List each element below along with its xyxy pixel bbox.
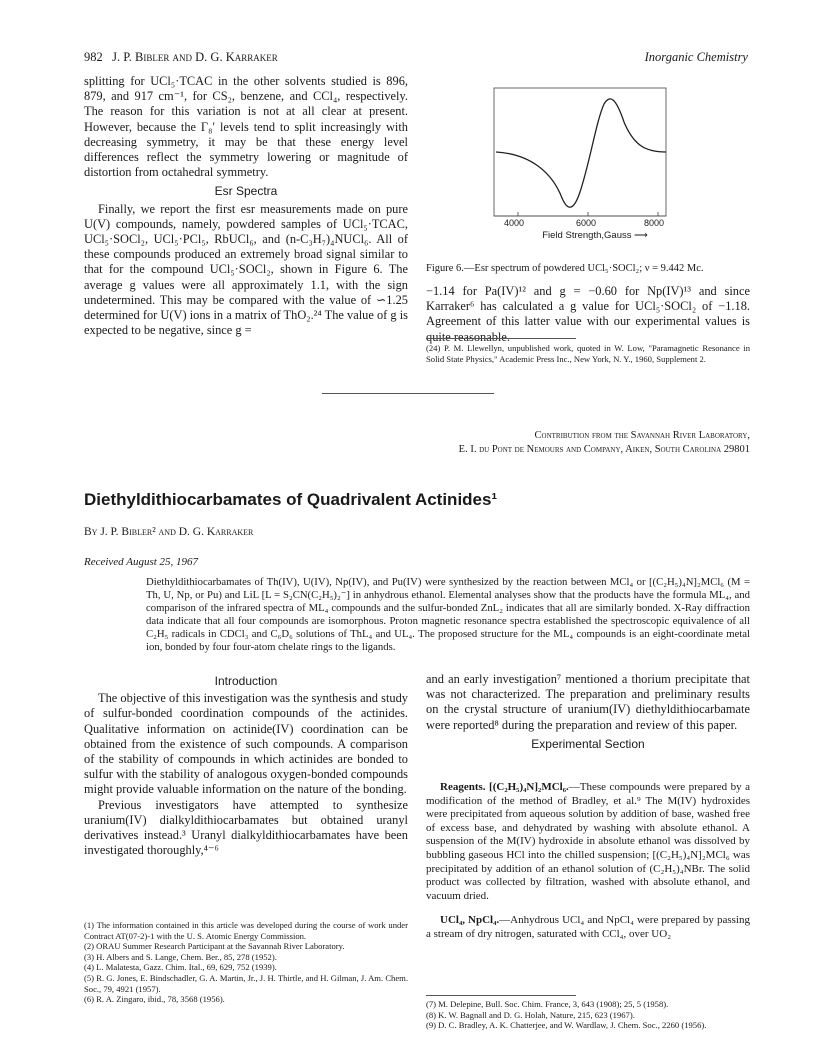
reagents-paragraph [426,781,750,903]
intro-paragraph-2: Previous investigators have attempted to synthesize uranium(IV) dialkyldithiocarbamates but obtained uranyl derivatives instead.³ Uranyl dialkyldithiocarbamates have been investigated thoroughly,⁴⁻⁶ [84,797,408,858]
intro-paragraph-1: The objective of this investigation was the synthesis and study of sulfur-bonded coordination compounds of the actinides. Qualitative information on actinide(IV) coordination can be obtained from the existence of such compounds. A comparison of the stability of compounds in which actinides are bonded to sulfur with the stability of analogous oxygen-bonded compounds might provide valuable information on the nature of the bonding. [84,691,408,797]
plot-frame [494,88,666,216]
right-column [426,672,750,754]
footnote: (3) H. Albers and S. Lange, Chem. Ber., 85, 278 (1952). [84,951,277,962]
footnote: (7) M. Delepine, Bull. Soc. Chim. France, 3, 643 (1908); 25, 5 (1958). [426,999,669,1009]
journal-name: Inorganic Chemistry [644,50,748,64]
reagents-compound: [(C₂H₅)₄N]₂MCl₆. [489,781,569,793]
byline: By J. P. Bibler² and D. G. Karraker [84,526,254,538]
spectrum-curve [496,99,666,207]
footnote: (9) D. C. Bradley, A. K. Chatterjee, and W. Wardlaw, J. Chem. Soc., 2260 (1956). [426,1020,707,1031]
figure-6-caption: Figure 6.—Esr spectrum of powdered UCl₅·SOCl₂; ν = 9.442 Mc. [426,263,704,274]
footnote: (1) The information contained in this article was developed during the course of work under Contract AT(07-2)-1 with the U. S. Atomic Energy Commission. [84,920,408,941]
footnote-24: (24) P. M. Llewellyn, unpublished work, quoted in W. Low, "Paramagnetic Resonance in Solid State Physics," Academic Press Inc., New York, N. Y., 1960, Supplement 2. [426,343,750,364]
prev-paragraph-1: splitting for UCl₅·TCAC in the other solvents studied is 896, 879, and 917 cm⁻¹, for CS₂, benzene, and CCl₄, respectively. The reason for this variation is not at all clear at present. However, because the Γ₈′ levels tend to split increasingly with decreasing symmetry, it may be that these energy level differences reflect the symmetry lowering or magnitude of distortion from octahedral symmetry. [84,74,408,180]
reagents-text: —These compounds were prepared by a modification of the method of Bradley, et al.⁹ The M(IV) hydroxides were precipitated from aqueous solution by addition of base, washed free of excess base, and dehydrated by washing with absolute ethanol. A suspension of the M(IV) hydroxide in absolute ethanol was dissolved by bubbling gaseous HCl into the chilled suspension; [(C₂H₅)₄N]₂MCl₆ was precipitated by addition of an ethanol solution of (C₂H₅)₄NBr. The solid product was collected by filtration, washed with absolute ethanol, and vacuum dried. [426,781,751,902]
footnote: (8) K. W. Bagnall and D. G. Holah, Nature, 215, 623 (1967). [426,1009,635,1020]
affiliation-line-1: Contribution from the Savannah River Laboratory, [534,430,750,441]
article-separator [322,393,494,394]
running-head-authors: J. P. Bibler and D. G. Karraker [112,50,278,64]
article-title: Diethyldithiocarbamates of Quadrivalent Actinides¹ [84,490,498,509]
experimental-heading: Experimental Section [531,736,645,751]
intro-column [84,670,408,858]
experimental-section [426,770,750,953]
affiliation-line-2: E. I. du Pont de Nemours and Company, Aiken, South Carolina 29801 [458,444,750,455]
prev-right-paragraph: −1.14 for Pa(IV)¹² and g = −0.60 for Np(IV)¹³ and since Karraker⁶ has calculated a g value for UCl₅·SOCl₂ of −1.18. Agreement of this latter value with our experimental values is quite reasonable. [426,284,750,344]
footnote: (5) R. G. Jones, E. Bindschadler, G. A. Martin, Jr., J. H. Thirtle, and H. Gilman, J. Am. Chem. Soc., 79, 4921 (1957). [84,972,408,994]
right-paragraph-1: and an early investigation⁷ mentioned a thorium precipitate that was not characterized. The preparation and preliminary results on the crystal structure of uranium(IV) diethyldithiocarbamate were reported⁸ during the preparation and review of this paper. [426,672,750,732]
prev-paragraph-2: Finally, we report the first esr measurements made on pure U(V) compounds, namely, powdered samples of UCl₅·TCAC, UCl₅·SOCl₂, UCl₅·PCl₅, RbUCl₆, and (n-C₃H₇)₄NUCl₆. All of these compounds produced an extremely broad signal similar to that for the compound UCl₅·SOCl₂, shown in Figure 6. The average g values were all approximately 1.1, with the sign undetermined. This may be compared with the value of ∽1.25 determined for U(V) ions in a matrix of ThO₂.²⁴ The value of g is expected to be negative, since g = [84,201,408,338]
ucl4-label: UCl₄, NpCl₄. [440,914,500,927]
running-head [84,50,748,68]
abstract: Diethyldithiocarbamates of Th(IV), U(IV), Np(IV), and Pu(IV) were synthesized by the reaction between MCl₄ or [(C₂H₅)₄N]₂MCl₆ (M = Th, U, Np, or Pu) and LiL [L = S₂CN(C₂H₅)₂⁻] in anhydrous ethanol. Elemental analyses show that the products have the formula ML₄, and comparison of the infrared spectra of ML₄ compounds and the sulfur-bonded ZnL₂ indicates that all are similarly bonded. X-Ray diffraction data indicate that all four compounds are isomorphous. Proton magnetic resonance spectra established the spectroscopic equivalence of all C₂H₅ radicals in CDCl₃ and C₆D₆ solutions of ThL₄ and UL₄. The proposed structure for the ML₄ compounds is an eight-coordinate metal ion, bonded by four four-atom chelate rings to the ligands. [146,576,750,654]
introduction-heading: Introduction [214,674,278,688]
ucl4-paragraph [426,914,750,941]
right-footnotes [426,999,750,1031]
tick-label: 4000 [504,218,525,228]
prev-article-left-column [84,74,408,338]
footnote-rule [426,338,576,339]
x-axis-label: Field Strength,Gauss ⟶ [542,230,648,241]
tick-label: 8000 [644,218,665,228]
prev-article-right-column [426,284,750,345]
ucl4-text: —Anhydrous UCl₄ and NpCl₄ were prepared by passing a stream of dry nitrogen, saturated with CCl₄, over UO₂ [426,914,750,940]
footnote: (2) ORAU Summer Research Participant at the Savannah River Laboratory. [84,941,345,952]
footnote: (4) L. Malatesta, Gazz. Chim. Ital., 69, 629, 752 (1939). [84,962,277,973]
right-footnote-rule [426,995,576,996]
reagents-label: Reagents. [440,781,486,793]
figure-6 [490,82,670,252]
tick-label: 6000 [576,218,597,228]
esr-spectra-heading: Esr Spectra [214,184,278,199]
footnote: (6) R. A. Zingaro, ibid., 78, 3568 (1956). [84,994,225,1005]
affiliation [200,429,750,457]
left-footnotes [84,920,408,1005]
page-number: 982 [84,50,103,64]
received-date: Received August 25, 1967 [84,556,199,568]
